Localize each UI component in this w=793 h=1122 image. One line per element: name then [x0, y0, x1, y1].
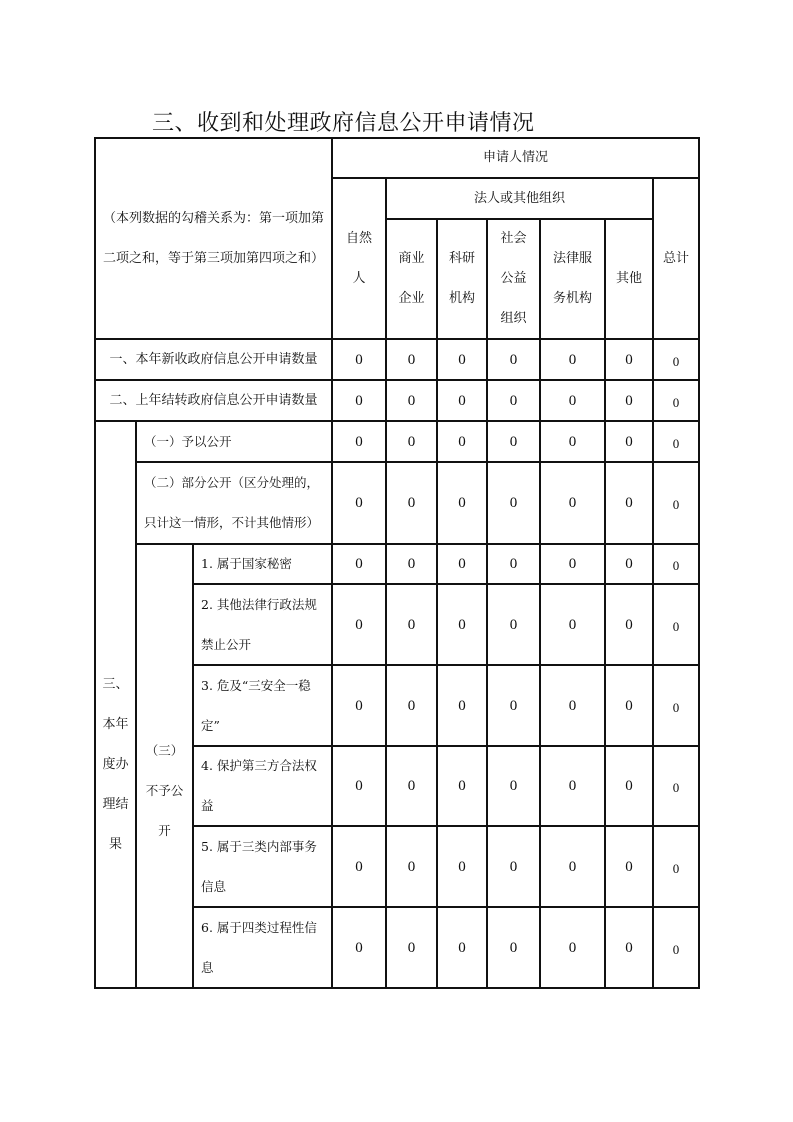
header-legal-org	[386, 178, 653, 219]
value-cell-text: 0	[625, 495, 633, 511]
value-cell-text: 0	[625, 778, 633, 794]
value-cell-text: 0	[625, 616, 633, 633]
value-cell	[487, 544, 540, 584]
not-public-item-label	[193, 665, 332, 746]
table-border	[135, 461, 700, 463]
table-border	[192, 664, 700, 666]
value-cell-text: 0	[568, 616, 577, 633]
header-natural-person-text: 自然人	[345, 230, 372, 286]
value-cell	[605, 907, 653, 988]
value-cell	[386, 544, 437, 584]
value-cell	[437, 584, 487, 665]
total-value	[653, 746, 699, 826]
header-total	[653, 178, 699, 339]
value-cell	[487, 826, 540, 907]
value-cell-text: 0	[568, 556, 577, 572]
value-cell	[386, 826, 437, 907]
total-value-text: 0	[672, 435, 680, 451]
total-value-text: 0	[672, 353, 680, 369]
value-cell-text: 0	[458, 697, 466, 714]
header-subcolumn	[605, 219, 653, 339]
value-cell-text: 0	[458, 556, 466, 572]
header-subcolumn-text: 社会公益组织	[500, 231, 527, 326]
section3-item-label-text: （二）部分公开（区分处理的，只计这一情形，不计其他情形）	[144, 475, 320, 530]
value-cell	[386, 421, 437, 462]
value-cell-text: 0	[355, 858, 363, 875]
header-subcolumn	[437, 219, 487, 339]
value-cell-text: 0	[568, 939, 577, 956]
value-cell	[605, 665, 653, 746]
value-cell-text: 0	[568, 495, 577, 511]
value-cell-text: 0	[509, 697, 518, 714]
total-value	[653, 339, 699, 380]
value-cell-text: 0	[568, 697, 577, 714]
row-label	[95, 380, 332, 421]
not-public-item-label-text: 3. 危及“三安全一稳定”	[201, 677, 311, 733]
section3-label-text: 三、本年度办理结果	[102, 676, 129, 852]
value-cell-text: 0	[407, 392, 416, 409]
not-public-item-label	[193, 746, 332, 826]
value-cell-text: 0	[509, 858, 518, 875]
row-label-text: 二、上年结转政府信息公开申请数量	[109, 392, 318, 408]
value-cell	[386, 665, 437, 746]
value-cell	[437, 462, 487, 544]
value-cell-text: 0	[568, 392, 577, 409]
value-cell	[437, 907, 487, 988]
value-cell	[437, 665, 487, 746]
value-cell-text: 0	[407, 939, 416, 956]
value-cell-text: 0	[509, 392, 518, 409]
header-applicant-situation	[332, 138, 699, 178]
table-border	[192, 825, 700, 827]
value-cell	[437, 544, 487, 584]
value-cell-text: 0	[625, 697, 633, 714]
table-border	[94, 379, 700, 381]
value-cell	[540, 584, 605, 665]
value-cell-text: 0	[355, 778, 363, 794]
value-cell	[437, 826, 487, 907]
value-cell	[605, 380, 653, 421]
not-public-item-label	[193, 544, 332, 584]
section3-item-label	[136, 421, 332, 462]
value-cell	[386, 584, 437, 665]
value-cell	[605, 339, 653, 380]
value-cell-text: 0	[458, 616, 466, 633]
value-cell	[332, 826, 386, 907]
value-cell	[605, 462, 653, 544]
not-public-item-label-text: 2. 其他法律行政法规禁止公开	[201, 596, 317, 652]
value-cell-text: 0	[458, 778, 466, 794]
table-border	[135, 543, 700, 545]
header-subcolumn	[487, 219, 540, 339]
not-public-label	[136, 544, 193, 988]
value-cell	[540, 907, 605, 988]
value-cell-text: 0	[458, 433, 466, 450]
value-cell	[332, 907, 386, 988]
section3-label	[95, 421, 136, 988]
value-cell	[487, 421, 540, 462]
value-cell-text: 0	[355, 556, 363, 572]
value-cell	[332, 380, 386, 421]
table-border	[385, 218, 654, 220]
total-value-text: 0	[672, 860, 680, 876]
section3-item-label	[136, 462, 332, 544]
value-cell-text: 0	[355, 392, 363, 409]
total-value	[653, 907, 699, 988]
header-note	[95, 138, 332, 339]
value-cell-text: 0	[407, 778, 416, 794]
table-border	[652, 177, 654, 989]
total-value-text: 0	[672, 497, 680, 512]
value-cell	[540, 544, 605, 584]
not-public-item-label-text: 6. 属于四类过程性信息	[201, 919, 317, 975]
value-cell-text: 0	[407, 858, 416, 875]
header-legal-org-text: 法人或其他组织	[473, 190, 565, 206]
value-cell-text: 0	[625, 392, 633, 409]
total-value	[653, 380, 699, 421]
value-cell	[540, 826, 605, 907]
total-value-text: 0	[672, 699, 680, 715]
value-cell-text: 0	[407, 495, 416, 511]
total-value	[653, 826, 699, 907]
value-cell-text: 0	[355, 697, 363, 714]
value-cell	[487, 380, 540, 421]
value-cell-text: 0	[407, 433, 416, 450]
table-border	[192, 906, 700, 908]
value-cell	[437, 421, 487, 462]
header-subcolumn-text: 商业企业	[398, 251, 425, 306]
value-cell-text: 0	[355, 939, 363, 956]
value-cell-text: 0	[625, 433, 633, 450]
table-border	[94, 987, 700, 989]
value-cell-text: 0	[509, 939, 518, 956]
total-value	[653, 462, 699, 544]
section3-item-label-text: （一）予以公开	[144, 433, 232, 449]
header-subcolumn-text: 法律服务机构	[552, 251, 592, 306]
value-cell-text: 0	[625, 556, 633, 572]
value-cell-text: 0	[509, 433, 518, 450]
table-border	[94, 137, 700, 139]
page-title: 三、收到和处理政府信息公开申请情况	[152, 111, 535, 136]
value-cell-text: 0	[509, 778, 518, 794]
value-cell-text: 0	[568, 858, 577, 875]
value-cell-text: 0	[509, 556, 518, 572]
value-cell	[487, 907, 540, 988]
total-value-text: 0	[672, 558, 680, 573]
table-border	[94, 137, 96, 989]
value-cell-text: 0	[355, 351, 363, 368]
value-cell-text: 0	[355, 495, 363, 511]
row-label	[95, 339, 332, 380]
header-note-text: （本列数据的勾稽关系为：第一项加第二项之和，等于第三项加第四项之和）	[102, 210, 324, 266]
value-cell-text: 0	[509, 616, 518, 633]
total-value	[653, 584, 699, 665]
table-border	[135, 420, 137, 989]
value-cell	[386, 339, 437, 380]
value-cell	[386, 380, 437, 421]
table-border	[486, 218, 488, 989]
value-cell	[487, 584, 540, 665]
not-public-item-label-text: 4. 保护第三方合法权益	[201, 758, 317, 813]
total-value	[653, 421, 699, 462]
value-cell	[332, 339, 386, 380]
value-cell-text: 0	[568, 351, 577, 368]
table-border	[192, 745, 700, 747]
value-cell-text: 0	[458, 495, 466, 511]
table-border	[698, 137, 700, 989]
total-value-text: 0	[672, 941, 680, 957]
table-border	[436, 218, 438, 989]
table-border	[94, 338, 700, 340]
value-cell	[540, 339, 605, 380]
not-public-item-label-text: 5. 属于三类内部事务信息	[201, 838, 317, 894]
value-cell	[540, 665, 605, 746]
value-cell	[332, 421, 386, 462]
not-public-label-text: （三）不予公开	[145, 743, 184, 838]
header-subcolumn	[540, 219, 605, 339]
total-value-text: 0	[672, 780, 680, 795]
value-cell-text: 0	[458, 351, 466, 368]
value-cell	[540, 746, 605, 826]
value-cell	[487, 339, 540, 380]
value-cell	[437, 746, 487, 826]
value-cell-text: 0	[355, 616, 363, 633]
value-cell-text: 0	[625, 858, 633, 875]
value-cell-text: 0	[625, 939, 633, 956]
value-cell-text: 0	[407, 556, 416, 572]
not-public-item-label	[193, 826, 332, 907]
table-border	[385, 177, 387, 989]
value-cell	[386, 907, 437, 988]
value-cell	[487, 462, 540, 544]
value-cell	[605, 746, 653, 826]
value-cell-text: 0	[407, 616, 416, 633]
total-value-text: 0	[672, 394, 680, 410]
table-border	[331, 137, 333, 989]
value-cell	[487, 665, 540, 746]
row-label-text: 一、本年新收政府信息公开申请数量	[109, 351, 318, 367]
total-value	[653, 544, 699, 584]
value-cell	[332, 544, 386, 584]
value-cell	[386, 462, 437, 544]
not-public-item-label-text: 1. 属于国家秘密	[201, 556, 292, 571]
not-public-item-label	[193, 584, 332, 665]
header-subcolumn-text: 其他	[615, 271, 642, 286]
not-public-item-label	[193, 907, 332, 988]
value-cell	[605, 421, 653, 462]
value-cell	[332, 462, 386, 544]
table-border	[192, 543, 194, 989]
table-border	[192, 583, 700, 585]
value-cell-text: 0	[355, 433, 363, 450]
value-cell	[332, 746, 386, 826]
header-subcolumn	[386, 219, 437, 339]
value-cell	[605, 544, 653, 584]
header-natural-person	[332, 178, 386, 339]
header-subcolumn-text: 科研机构	[448, 251, 475, 306]
table-border	[604, 218, 606, 989]
header-total-text: 总计	[662, 250, 689, 266]
value-cell-text: 0	[407, 351, 416, 368]
header-applicant-situation-text: 申请人情况	[482, 150, 548, 165]
value-cell-text: 0	[458, 939, 466, 956]
value-cell-text: 0	[509, 495, 518, 511]
value-cell-text: 0	[568, 778, 577, 794]
value-cell	[386, 746, 437, 826]
value-cell	[540, 421, 605, 462]
value-cell	[605, 826, 653, 907]
value-cell-text: 0	[625, 351, 633, 368]
total-value-text: 0	[672, 618, 680, 634]
table-border	[539, 218, 541, 989]
value-cell-text: 0	[458, 392, 466, 409]
value-cell	[437, 339, 487, 380]
value-cell-text: 0	[568, 433, 577, 450]
value-cell-text: 0	[407, 697, 416, 714]
value-cell-text: 0	[509, 351, 518, 368]
total-value	[653, 665, 699, 746]
value-cell	[487, 746, 540, 826]
value-cell	[437, 380, 487, 421]
value-cell	[332, 584, 386, 665]
value-cell	[605, 584, 653, 665]
value-cell-text: 0	[458, 858, 466, 875]
value-cell	[540, 380, 605, 421]
value-cell	[540, 462, 605, 544]
table-border	[94, 420, 700, 422]
value-cell	[332, 665, 386, 746]
